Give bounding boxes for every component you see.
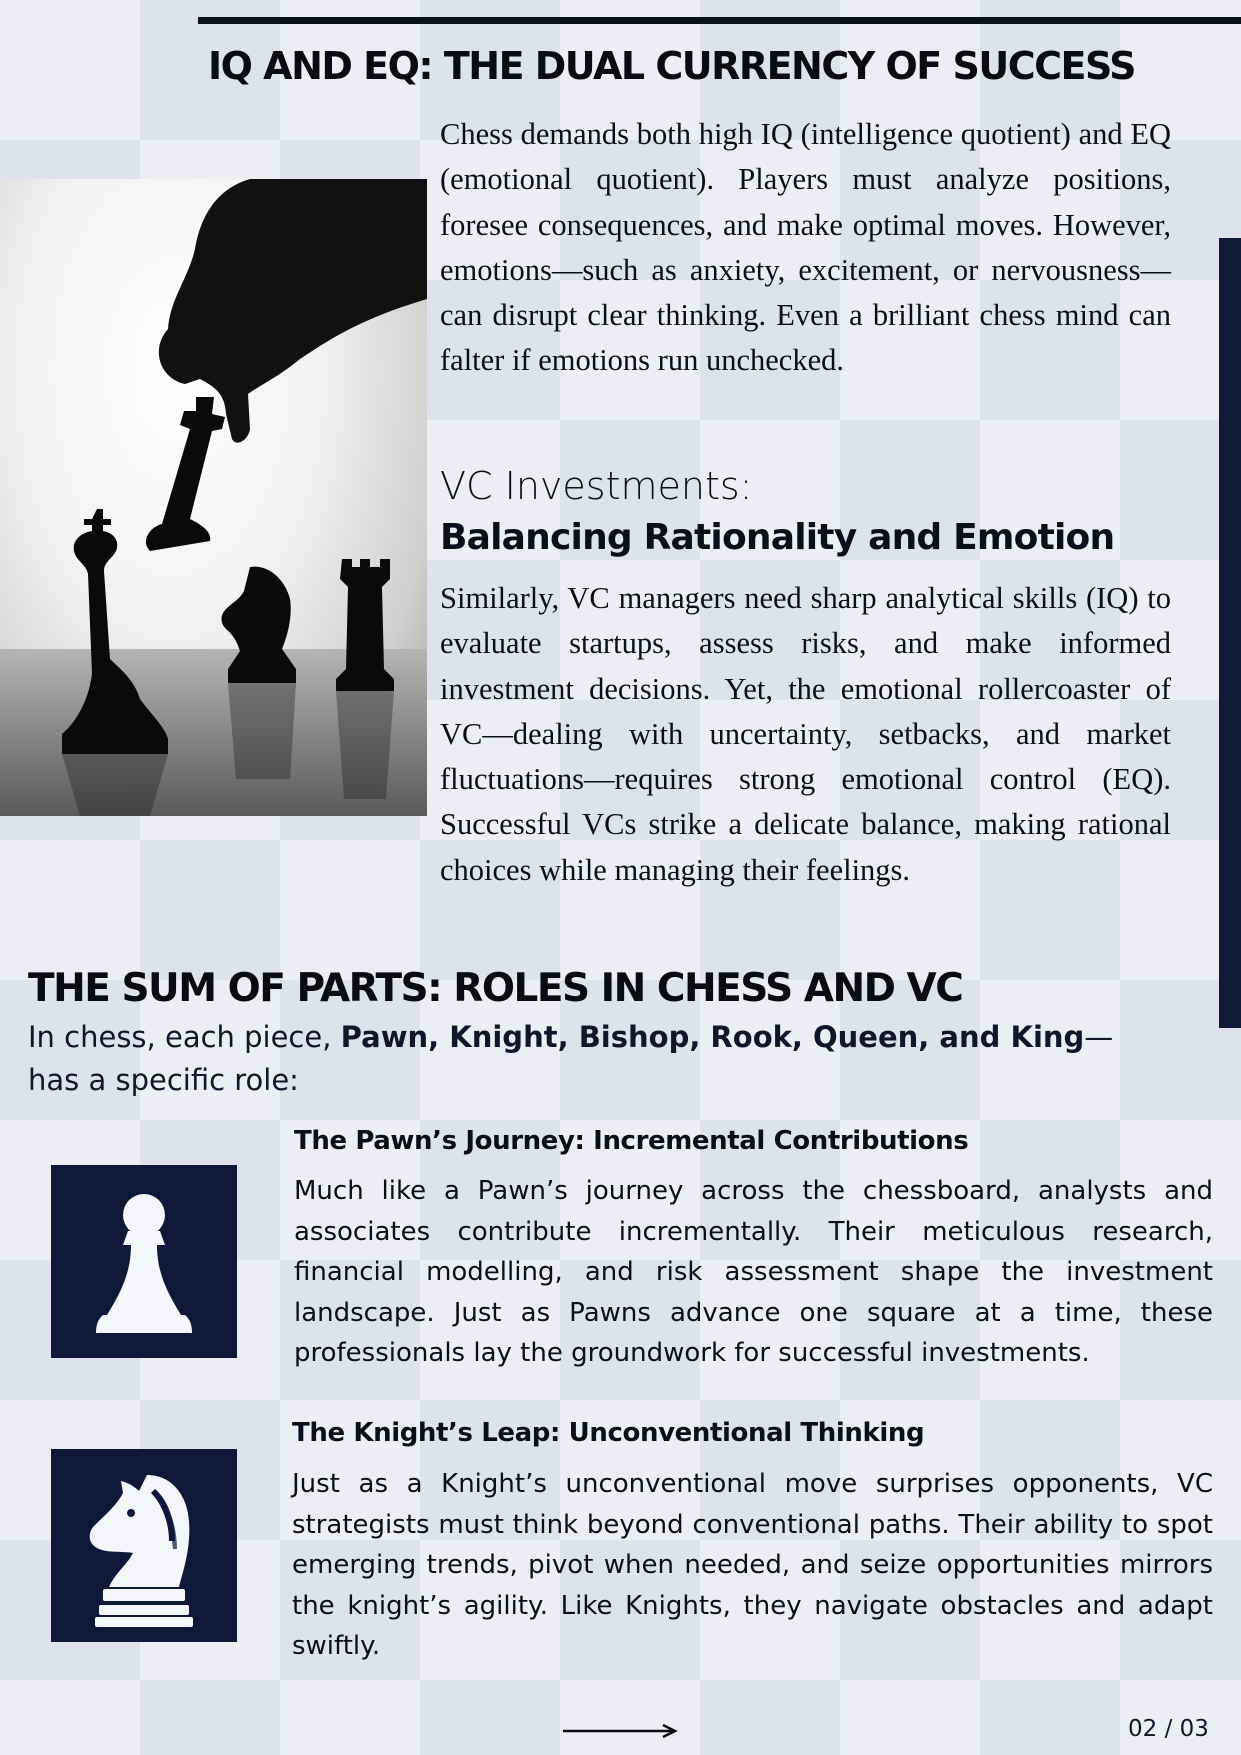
next-arrow-icon[interactable] — [563, 1722, 678, 1740]
vc-heading-line1: VC Investments: — [440, 464, 753, 508]
knight-role-title: The Knight’s Leap: Unconventional Thinking — [292, 1418, 925, 1448]
vc-paragraph: Similarly, VC managers need sharp analytical skills (IQ) to evaluate startups, assess risks, and make informed investment decisions. Yet, the emotional rollercoaster of VC—dealing with uncertainty, setbacks, and market fluctuations—requires strong emotional control (EQ). Successful VCs strike a delicate balance, making rational choices while managing their feelings. — [440, 581, 1171, 887]
chess-hand-photo — [0, 179, 427, 816]
page-number: 02 / 03 — [1128, 1716, 1209, 1742]
top-divider-line — [198, 17, 1241, 24]
vc-heading-line2: Balancing Rationality and Emotion — [440, 517, 1115, 558]
knight-role-text: Just as a Knight’s unconventional move surprises opponents, VC strategists must think beyond conventional paths. Their ability to spot emerging trends, pivot when needed, and seize opportunities mirrors the knight’s agility. Like Knights, they navigate obstacles and adapt swiftly. — [292, 1469, 1213, 1662]
knight-icon — [51, 1449, 237, 1642]
roles-intro-pieces: Pawn, Knight, Bishop, Rook, Queen, and King — [340, 1020, 1085, 1054]
roles-section-title: THE SUM OF PARTS: ROLES IN CHESS AND VC — [28, 966, 963, 1011]
pawn-role-text: Much like a Pawn’s journey across the chessboard, analysts and associates contribute incrementally. Their meticulous research, financial modelling, and risk assessment shape the investment landscape. Just as Pawns advance one square at a time, these professionals lay the groundwork for successful investments. — [294, 1176, 1213, 1369]
side-accent-bar — [1219, 238, 1241, 1028]
roles-intro-prefix: In chess, each piece, — [28, 1020, 341, 1054]
page-title: IQ AND EQ: THE DUAL CURRENCY OF SUCCESS — [208, 44, 1135, 88]
roles-intro-suffix: — has a specific role: — [28, 1020, 1114, 1097]
pawn-role-title: The Pawn’s Journey: Incremental Contributions — [294, 1126, 969, 1156]
iq-eq-paragraph: Chess demands both high IQ (intelligence quotient) and EQ (emotional quotient). Players must analyze positions, foresee consequences, and make optimal moves. However, emotions—such as anxiety, excitement, or nervousness—can disrupt clear thinking. Even a brilliant chess mind can falter if emotions run unchecked. — [440, 117, 1171, 378]
pawn-icon — [51, 1165, 237, 1358]
chess-pieces-silhouette — [0, 179, 427, 816]
roles-intro — [28, 1016, 1148, 1102]
